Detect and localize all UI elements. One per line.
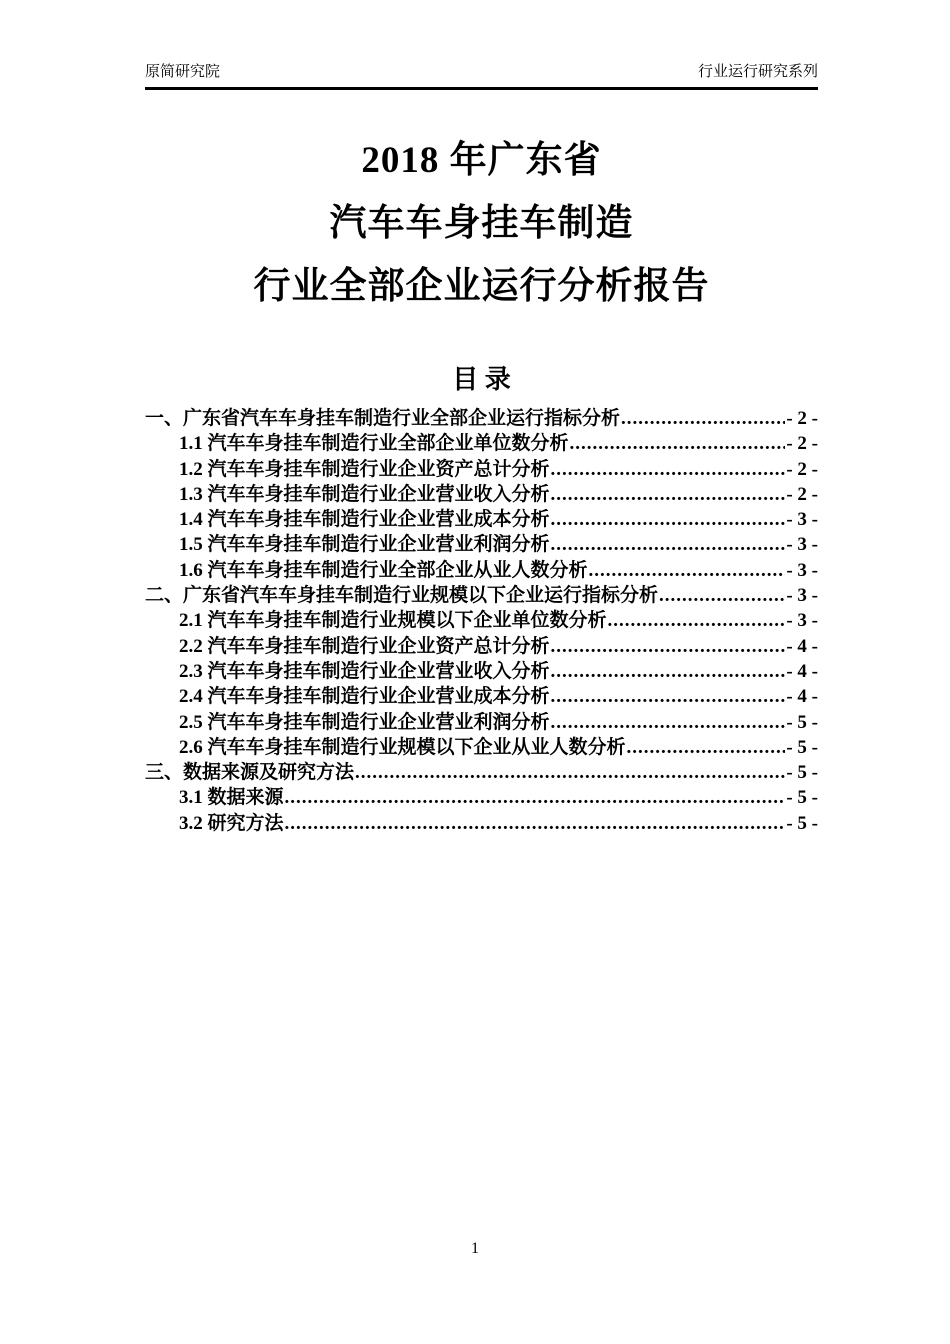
- toc-entry: [145, 785, 818, 810]
- toc-entry: [145, 558, 818, 583]
- toc-entry-text: 2.2 汽车车身挂车制造行业企业资产总计分析: [179, 635, 550, 657]
- toc-entry-text: 1.1 汽车车身挂车制造行业全部企业单位数分析: [179, 433, 569, 455]
- toc-dot-leader: [285, 811, 786, 836]
- header-right-text: 行业运行研究系列: [697, 64, 818, 80]
- toc-dot-leader: [551, 457, 786, 482]
- title-line-1: 2018 年广东省: [361, 140, 602, 181]
- toc-dot-leader: [551, 532, 786, 557]
- toc-dot-leader: [551, 710, 786, 735]
- toc-entry: [145, 659, 818, 684]
- toc-entry: [145, 735, 818, 760]
- toc-entry: [145, 406, 818, 431]
- toc-entry-page: - 5 -: [786, 736, 818, 758]
- toc-entry-text: 2.4 汽车车身挂车制造行业企业营业成本分析: [179, 686, 550, 708]
- toc-entry-page: - 5 -: [786, 812, 818, 834]
- toc-entry-page: - 3 -: [786, 509, 818, 531]
- toc-entry: [145, 811, 818, 836]
- toc-entry-text: 1.4 汽车车身挂车制造行业企业营业成本分析: [179, 509, 550, 531]
- footer-page-number: 1: [471, 1240, 479, 1257]
- toc-entry-text: 二、广东省汽车车身挂车制造行业规模以下企业运行指标分析: [145, 585, 659, 607]
- toc-entry-page: - 4 -: [786, 660, 818, 682]
- toc-entry-text: 1.6 汽车车身挂车制造行业全部企业从业人数分析: [179, 559, 588, 581]
- toc-entry-page: - 5 -: [786, 787, 818, 809]
- toc-entry: [145, 634, 818, 659]
- toc-entry-page: - 2 -: [786, 458, 818, 480]
- toc-entry-text: 2.6 汽车车身挂车制造行业规模以下企业从业人数分析: [179, 736, 626, 758]
- toc-entry-page: - 3 -: [786, 610, 818, 632]
- toc-dot-leader: [355, 760, 785, 785]
- toc-entry-text: 2.5 汽车车身挂车制造行业企业营业利润分析: [179, 711, 550, 733]
- toc-entry: [145, 760, 818, 785]
- toc-dot-leader: [608, 608, 786, 633]
- toc-dot-leader: [551, 659, 786, 684]
- toc-dot-leader: [285, 785, 786, 810]
- toc-dot-leader: [570, 431, 786, 456]
- page-footer: [0, 1240, 950, 1258]
- toc-dot-leader: [621, 406, 785, 431]
- toc-entry-page: - 2 -: [786, 408, 818, 429]
- title-line-3: 行业全部企业运行分析报告: [253, 266, 710, 307]
- toc-entry-page: - 5 -: [786, 762, 818, 784]
- toc-entry-text: 3.1 数据来源: [179, 787, 284, 809]
- toc-entry: [145, 482, 818, 507]
- toc-dot-leader: [551, 684, 786, 709]
- toc-entry-text: 一、广东省汽车车身挂车制造行业全部企业运行指标分析: [145, 408, 621, 429]
- toc-entry: [145, 583, 818, 608]
- toc-entry-page: - 3 -: [786, 534, 818, 556]
- toc-entry-text: 1.5 汽车车身挂车制造行业企业营业利润分析: [179, 534, 550, 556]
- toc-entry: [145, 431, 818, 456]
- toc-entry-text: 三、数据来源及研究方法: [145, 762, 355, 784]
- toc-dot-leader: [659, 583, 785, 608]
- toc-entry-page: - 4 -: [786, 635, 818, 657]
- toc-entry: [145, 507, 818, 532]
- header-left-text: 原简研究院: [145, 64, 221, 80]
- toc-list: [145, 406, 818, 836]
- title-line-2: 汽车车身挂车制造: [329, 203, 634, 244]
- toc-dot-leader: [627, 735, 786, 760]
- toc-entry-page: - 3 -: [786, 559, 818, 581]
- toc-dot-leader: [551, 482, 786, 507]
- toc-dot-leader: [551, 507, 786, 532]
- toc-entry: [145, 710, 818, 735]
- toc-entry-page: - 5 -: [786, 711, 818, 733]
- report-title: [145, 129, 818, 318]
- toc-entry-text: 2.3 汽车车身挂车制造行业企业营业收入分析: [179, 660, 550, 682]
- toc-dot-leader: [551, 634, 786, 659]
- toc-entry: [145, 532, 818, 557]
- toc-entry: [145, 684, 818, 709]
- toc-entry-text: 3.2 研究方法: [179, 812, 284, 834]
- toc-entry: [145, 457, 818, 482]
- toc-entry: [145, 608, 818, 633]
- toc-entry-page: - 4 -: [786, 686, 818, 708]
- toc-entry-text: 1.2 汽车车身挂车制造行业企业资产总计分析: [179, 458, 550, 480]
- toc-entry-page: - 3 -: [786, 585, 818, 607]
- toc-entry-text: 1.3 汽车车身挂车制造行业企业营业收入分析: [179, 483, 550, 505]
- toc-heading: 目 录: [452, 365, 511, 394]
- toc-entry-text: 2.1 汽车车身挂车制造行业规模以下企业单位数分析: [179, 610, 607, 632]
- page-header: [145, 60, 818, 90]
- toc-entry-page: - 2 -: [786, 483, 818, 505]
- toc-entry-page: - 2 -: [786, 433, 818, 455]
- toc-dot-leader: [589, 558, 786, 583]
